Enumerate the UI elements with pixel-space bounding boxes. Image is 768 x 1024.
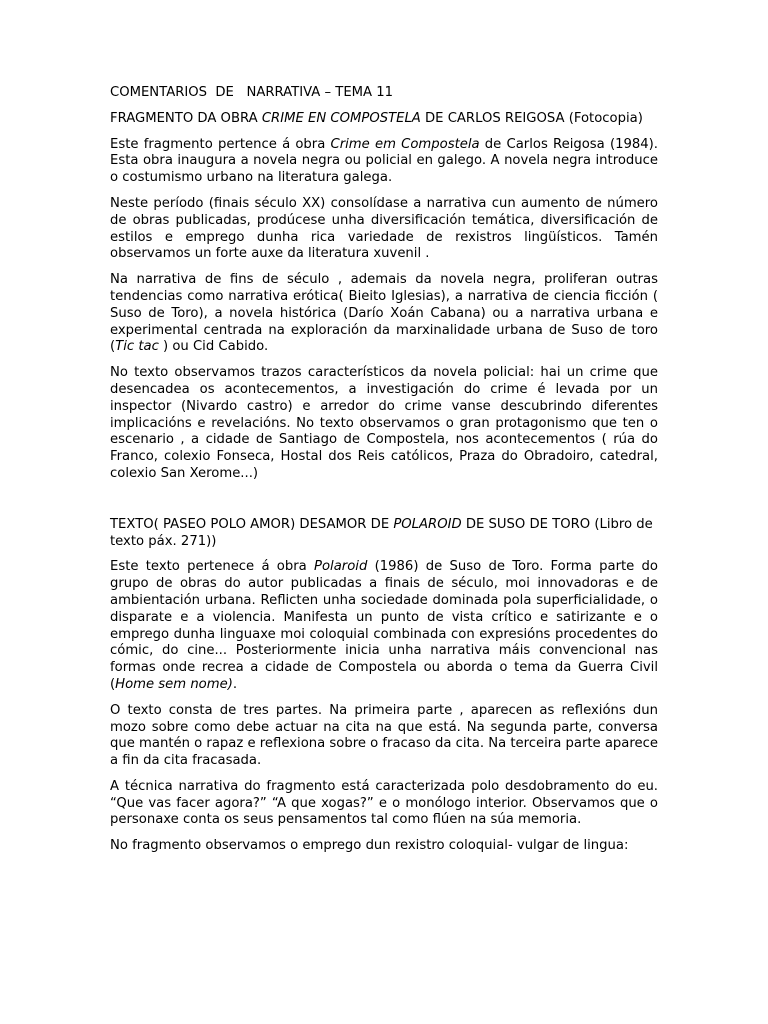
section2-p1-post: . xyxy=(232,676,238,692)
section1-p3-work: Tic tac xyxy=(115,339,159,355)
section2-p3-text: A técnica narrativa do fragmento está caracterizada polo desdobramento do eu. “Que vas facer agora?” “A que xogas?” e o monólogo interior. Observamos que o personaxe conta os seus pensamentos tal como flúen na súa memoria. xyxy=(110,778,658,828)
title-text: COMENTARIOS DE NARRATIVA – TEMA 11 xyxy=(110,85,394,100)
section1-p1-work: Crime em Compostela xyxy=(330,136,480,152)
section2-p2-text: O texto consta de tres partes. Na primeira parte , aparecen as reflexións dun mozo sobre como debe actuar na cita na que está. Na segunda parte, conversa que mantén o rapaz e reflexiona sobre o fracaso da cita. Na terceira parte aparece a fin da cita fracasada. xyxy=(110,702,658,769)
section1-p4-text: No texto observamos trazos característicos da novela policial: hai un crime que desencadea os acontecementos, a investigación do crime é levada por un inspector (Nivardo castro) e arredor do crime vanse descubrindo diferentes implicacións e revelacións. No texto observamos o gran protagonismo que ten o escenario , a cidade de Santiago de Compostela, nos acontecementos ( rúa do Franco, colexio Fonseca, Hostal dos Reis católicos, Praza do Obradoiro, catedral, colexio San Xerome...) xyxy=(110,365,658,481)
section1-paragraph-2 xyxy=(110,196,658,263)
section2-p1-mid: (1986) de Suso de Toro. Forma parte do grupo de obras do autor publicadas a finais de século, moi innovadoras e de ambientación urbana. Reflicten unha sociedade dominada pola superficialidade, o disparate e a violencia. Manifesta un punto de vista crítico e satirizante e o emprego dunha linguaxe moi coloquial combinada con expresións procedentes do cómic, do cine... Posteriormente inicia unha narrativa máis convencional nas formas onde recrea a cidade de Compostela ou aborda o tema da Guerra Civil ( xyxy=(110,559,658,692)
section2-paragraph-1 xyxy=(110,559,658,693)
section1-paragraph-1 xyxy=(110,137,658,187)
section2-p1-work-2: Home sem nome) xyxy=(115,676,233,692)
section2-paragraph-2 xyxy=(110,703,658,770)
section2-p4-text: No fragmento observamos o emprego dun rexistro coloquial- vulgar de lingua: xyxy=(110,838,629,854)
section2-p1-work: Polaroid xyxy=(314,559,368,575)
section-spacer xyxy=(110,492,658,517)
section1-p3-pre: Na narrativa de fins de século , ademais da novela negra, proliferan outras tendencias como narrativa erótica( Bieito Iglesias), a narrativa de ciencia ficción ( Suso de Toro), a novela histórica (Darío Xoán Cabana) ou a narrativa urbana e experimental centrada na exploración da marxinalidade urbana de Suso de toro ( xyxy=(110,272,658,355)
section2-paragraph-4 xyxy=(110,838,658,855)
document-page xyxy=(110,85,658,864)
section1-p3-post: ) ou Cid Cabido. xyxy=(158,339,269,355)
section2-heading-work: POLAROID xyxy=(393,516,462,532)
section1-p1-post: de Carlos Reigosa (1984). Esta obra inaugura a novela negra ou policial en galego. A novela negra introduce o costumismo urbano na literatura galega. xyxy=(110,136,658,186)
section2-heading-post: DE SUSO DE TORO (Libro de texto páx. 271)) xyxy=(110,516,653,549)
section1-heading-pre: FRAGMENTO DA OBRA xyxy=(110,110,262,126)
section1-paragraph-3 xyxy=(110,272,658,356)
section2-heading-pre: TEXTO( PASEO POLO AMOR) DESAMOR DE xyxy=(110,516,394,532)
section2-paragraph-3 xyxy=(110,779,658,829)
section1-heading-post: DE CARLOS REIGOSA (Fotocopia) xyxy=(420,110,643,126)
section2-heading xyxy=(110,517,658,551)
document-title xyxy=(110,85,658,102)
section1-p2-text: Neste período (finais século XX) consolídase a narrativa cun aumento de número de obras publicadas, prodúcese unha diversificación temática, diversificación de estilos e emprego dunha rica variedade de rexistros lingüísticos. Tamén observamos un forte auxe da literatura xuvenil . xyxy=(110,195,658,262)
section1-heading-work: CRIME EN COMPOSTELA xyxy=(261,110,421,126)
section1-heading xyxy=(110,111,658,128)
section1-p1-pre: Este fragmento pertence á obra xyxy=(110,136,331,152)
section1-paragraph-4 xyxy=(110,365,658,483)
section2-p1-pre: Este texto pertenece á obra xyxy=(110,559,315,575)
